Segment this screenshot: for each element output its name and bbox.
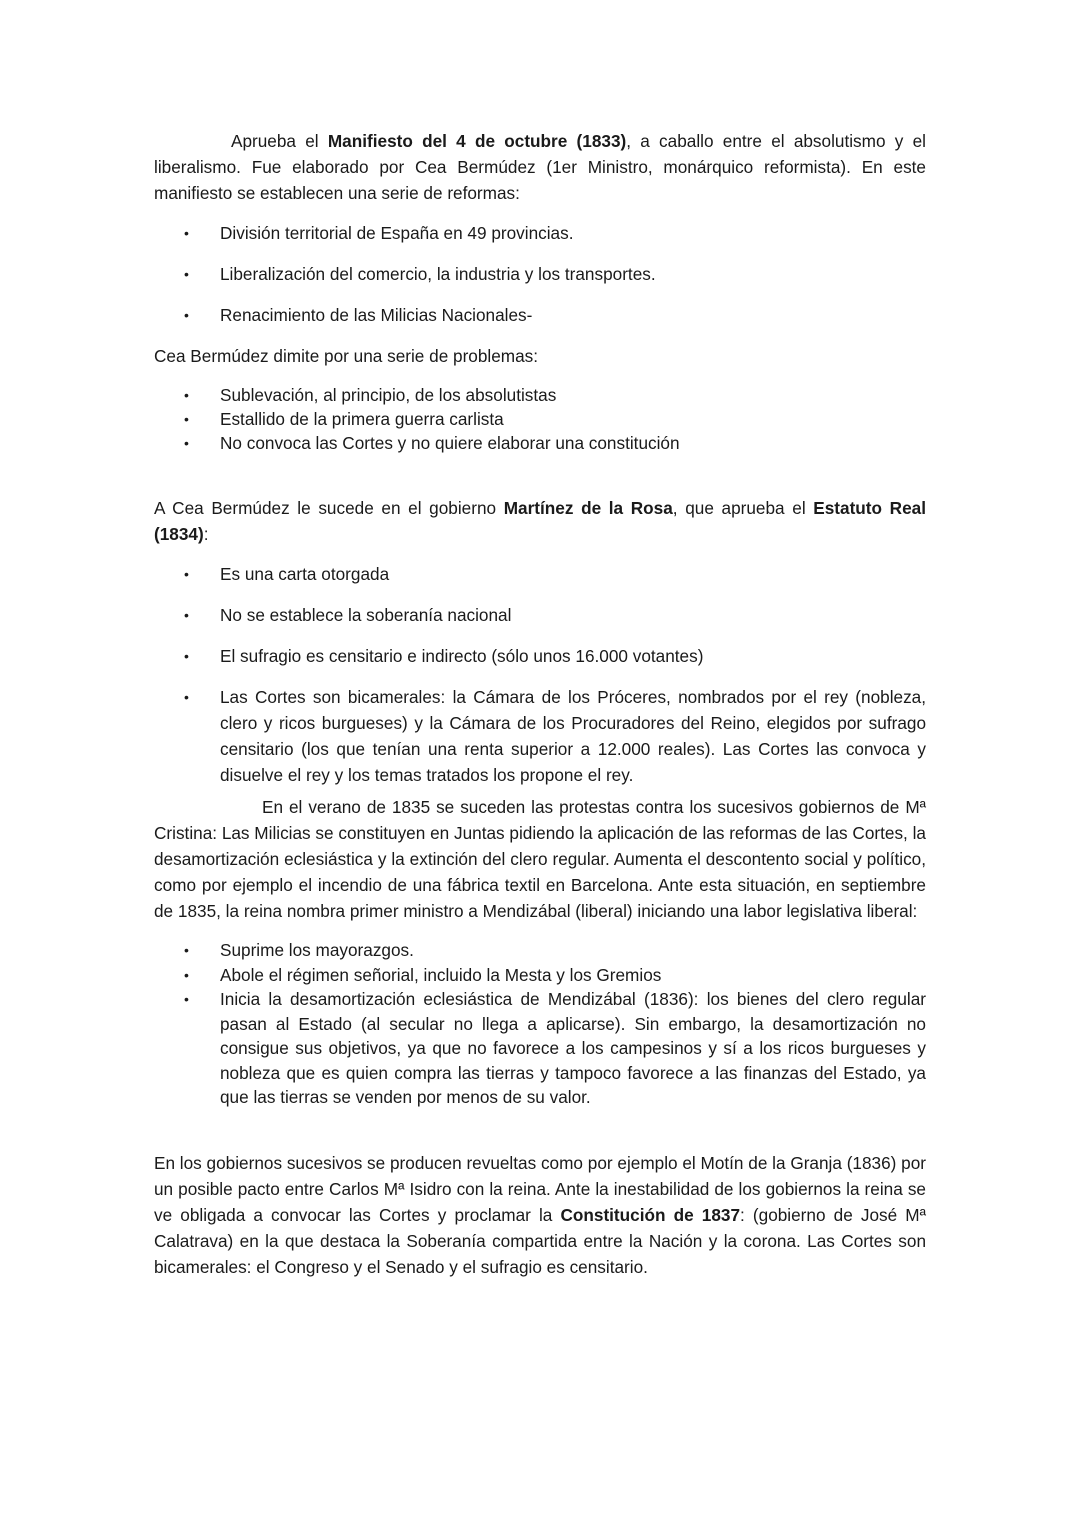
list-item-text: Liberalización del comercio, la industria y los transportes. — [220, 264, 656, 284]
bullet-icon: • — [184, 966, 189, 983]
text: , que aprueba el — [672, 498, 814, 518]
list-item — [154, 383, 926, 407]
bullet-icon: • — [184, 266, 189, 282]
list-item — [154, 963, 926, 988]
list-item — [154, 684, 926, 788]
bullet-icon: • — [184, 225, 189, 241]
bold-term: Manifiesto del 4 de octubre (1833) — [327, 131, 627, 151]
bullet-icon: • — [184, 411, 189, 427]
list-estatuto — [154, 561, 926, 788]
list-item-text: Estallido de la primera guerra carlista — [220, 409, 504, 429]
paragraph-manifiesto — [154, 128, 926, 206]
bullet-icon: • — [184, 607, 189, 623]
bullet-icon: • — [184, 991, 189, 1007]
list-item-text: Es una carta otorgada — [220, 564, 390, 584]
bullet-icon: • — [184, 689, 189, 705]
text: , a caballo entre el absolutismo y el liberalismo. Fue elaborado por Cea Bermúdez (1er Ministro, monárquico reformista). En este manifiesto se establecen una serie de reformas: — [154, 131, 926, 203]
list-item-text: Renacimiento de las Milicias Nacionales- — [220, 305, 533, 325]
list-item — [154, 987, 926, 1110]
list-item-text: Suprime los mayorazgos. — [220, 940, 414, 960]
list-item-text: Inicia la desamortización eclesiástica de Mendizábal (1836): los bienes del clero regular pasan al Estado (al secular no llega a aplicarse). Sin embargo, la desamortización no consigue sus objetivos, ya que no favorece a los campesinos y sí a los ricos burgueses y nobleza que es quien compra las tierras y tampoco favorece a las finanzas del Estado, ya que las tierras se venden por menos de su valor. — [220, 989, 926, 1107]
document-page — [154, 128, 926, 1280]
text: Aprueba el — [231, 131, 328, 151]
bullet-icon: • — [184, 648, 189, 664]
paragraph-constitucion-1837 — [154, 1150, 926, 1280]
text: : (gobierno de José Mª Calatrava) en la que destaca la Soberanía compartida entre la Nación y la corona. Las Cortes son bicamerales: el Congreso y el Senado y el sufragio es censitario. — [154, 1204, 926, 1277]
list-item — [154, 220, 926, 246]
paragraph-verano-1835: En el verano de 1835 se suceden las protestas contra los sucesivos gobiernos de Mª Cristina: Las Milicias se constituyen en Juntas pidiendo la aplicación de las reformas de las Cortes, la desamortización eclesiástica y la extinción del clero regular. Aumenta el descontento social y político, como por ejemplo el incendio de una fábrica textil en Barcelona. Ante esta situación, en septiembre de 1835, la reina nombra primer ministro a Mendizábal (liberal) iniciando una labor legislativa liberal: — [154, 797, 926, 921]
bold-term: Constitución de 1837 — [560, 1204, 741, 1225]
list-item — [154, 407, 926, 431]
list-item-text: No se establece la soberanía nacional — [220, 605, 512, 625]
list-item-text: Abole el régimen señorial, incluido la Mesta y los Gremios — [220, 964, 662, 985]
list-item — [154, 602, 926, 628]
list-item-text: El sufragio es censitario e indirecto (sólo unos 16.000 votantes) — [220, 646, 704, 666]
bullet-icon: • — [184, 307, 189, 323]
bullet-icon: • — [184, 942, 189, 958]
list-item — [154, 938, 926, 963]
bold-term: Martínez de la Rosa — [503, 498, 673, 518]
list-mendizabal — [154, 938, 926, 1110]
list-item — [154, 643, 926, 669]
paragraph-estatuto — [154, 495, 926, 547]
list-item — [154, 561, 926, 587]
bullet-icon: • — [184, 387, 189, 403]
list-problemas — [154, 383, 926, 455]
bold-term: Estatuto Real (1834) — [154, 498, 926, 544]
list-item-text: No convoca las Cortes y no quiere elaborar una constitución — [220, 433, 680, 453]
paragraph-dimite: Cea Bermúdez dimite por una serie de problemas: — [154, 346, 539, 366]
list-item — [154, 302, 926, 328]
list-item — [154, 261, 926, 287]
list-item — [154, 431, 926, 455]
list-item-text: Sublevación, al principio, de los absolutistas — [220, 385, 557, 405]
text: : — [203, 524, 209, 544]
bullet-icon: • — [184, 566, 189, 582]
text: A Cea Bermúdez le sucede en el gobierno — [154, 498, 504, 518]
list-item-text: División territorial de España en 49 provincias. — [220, 223, 574, 243]
list-reformas — [154, 220, 926, 328]
bullet-icon: • — [184, 435, 189, 451]
list-item-text: Las Cortes son bicamerales: la Cámara de los Próceres, nombrados por el rey (nobleza, clero y ricos burgueses) y la Cámara de los Procuradores del Reino, elegidos por sufrago censitario (los que tenían una renta superior a 12.000 reales). Las Cortes las convoca y disuelve el rey y los temas tratados los propone el rey. — [220, 687, 926, 785]
text: En los gobiernos sucesivos se producen revueltas como por ejemplo el Motín de la Granja (1836) por un posible pacto entre Carlos Mª Isidro con la reina. Ante la inestabilidad de los gobiernos la reina se ve obligada a convocar las Cortes y proclamar la — [154, 1152, 926, 1225]
